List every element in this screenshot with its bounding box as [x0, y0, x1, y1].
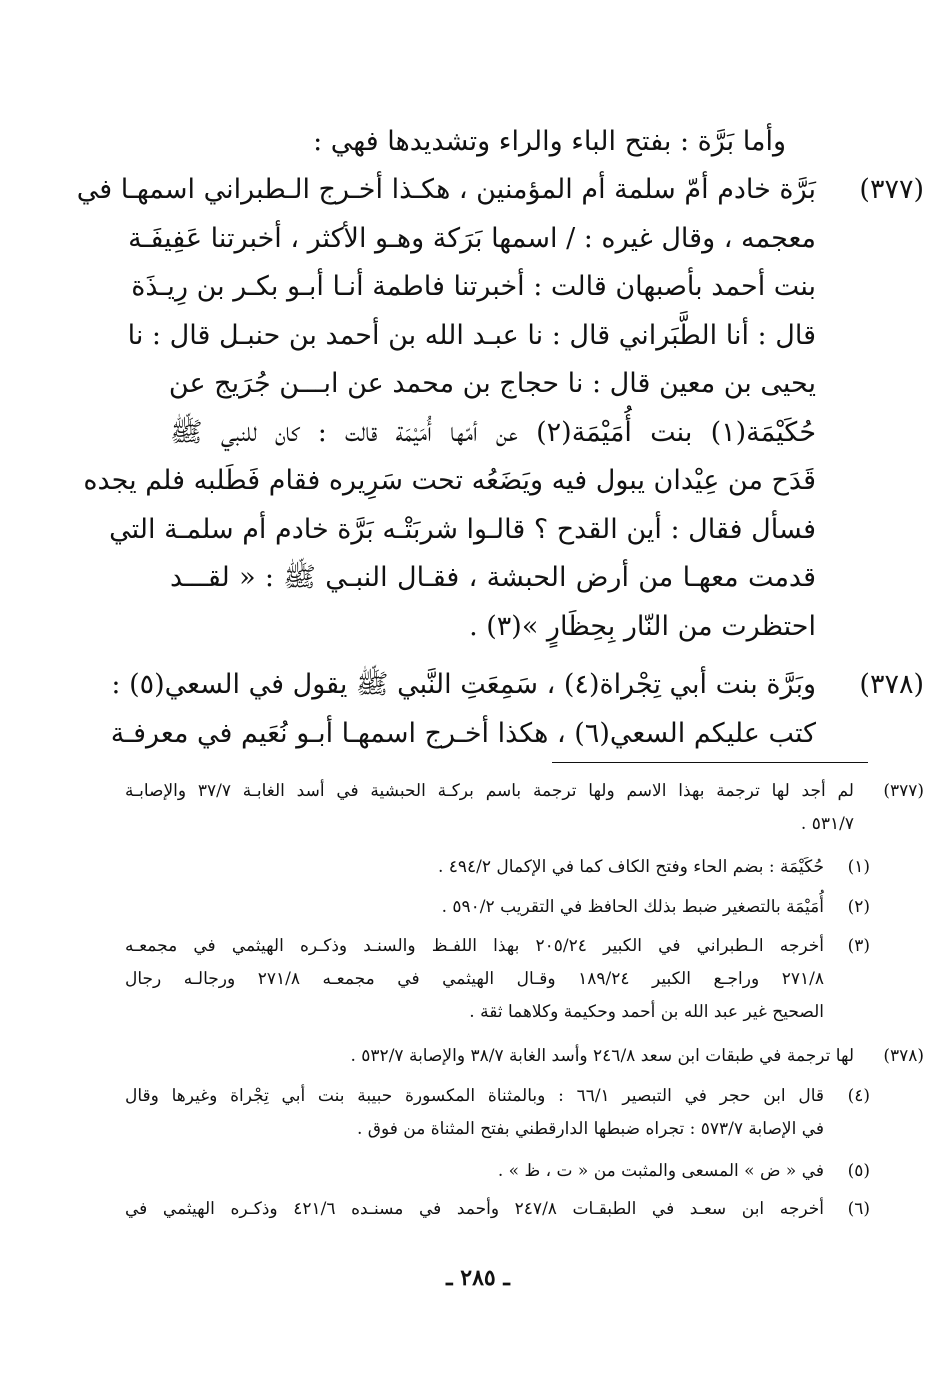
- footnote-line: في « ض » المسعى والمثبت من « ت ، ظ » .: [497, 1161, 824, 1181]
- footnote-378: [125, 1040, 924, 1073]
- footnote-line: أخرجه الـطبراني في الكبير ٢٠٥/٢٤ بهذا اللفـظ والسنـد وذكـره الهيثمي في مجمعـه: [125, 936, 824, 956]
- footnote-separator: [552, 762, 868, 763]
- footnote-number: (٥): [847, 1161, 870, 1181]
- footnote-line: قال ابن حجر في التبصير ٦٦/١ : وبالمثناة المكسورة حبيبة بنت أبي تِجْراة وغيرها وقال: [125, 1086, 825, 1106]
- entry-line: معجمه ، وقال غيره : / اسمها بَرَكة وهـو الأكثر ، أخبرتنا عَفِيفَـة: [128, 222, 816, 254]
- entry-line: قدمت معهـا من أرض الحبشة ، فقـال النبـي ﷺ : « لقـــد: [170, 562, 816, 593]
- footnote-line: ٥٣١/٧ .: [800, 814, 854, 834]
- footnote-number: (٣٧٧): [883, 781, 924, 801]
- entry-line: قال : أنا الطَّبَراني قال : نا عبـد الله بن أحمد بن حنبـل قال : نا: [127, 319, 816, 351]
- footnote-line: لم أجد لها ترجمة بهذا الاسم ولها ترجمة باسم بركـة الحبشية في أسد الغابـة ٣٧/٧ والإصابـة: [125, 781, 854, 801]
- footnote-2: [125, 891, 870, 924]
- footnote-number: (٣): [847, 936, 870, 956]
- entry-line: بنت أحمد بأصبهان قالت : أخبرتنا فاطمة أنـا أبـو بكـر بن رِيـذَة: [131, 271, 816, 302]
- footnote-number: (٤): [847, 1086, 870, 1106]
- footnote-line: الصحيح غير عبد الله بن أحمد وحكيمة وكلاهما ثقة .: [469, 1002, 824, 1022]
- entry-line: احتظرت من النّار بِحِظَارٍ »(٣) .: [469, 610, 816, 642]
- footnote-number: (٢): [847, 897, 870, 917]
- intro-line: وأما بَرَّة : بفتح الباء والراء وتشديدها فهي :: [313, 126, 786, 157]
- footnote-line: أُمَيْمَة بالتصغير ضبط بذلك الحافظ في التقريب ٥٩٠/٢ .: [441, 897, 824, 917]
- footnote-5: [125, 1155, 870, 1188]
- entry-line: بَرَّة خادم أمّ سلمة أم المؤمنين ، هكـذا أخـرج الـطبراني اسمهـا في: [76, 174, 816, 205]
- footnote-number: (١): [847, 857, 870, 877]
- entry-line: حُكَيْمَة(١) بنت أُمَيْمَة(٢) عن أمّها أُمَيْمَة قالت : كان للنبي ﷺ: [170, 416, 817, 448]
- entry-line: قَدَح من عِيْدان يبول فيه ويَضَعُه تحت سَرِيره فقام فَطَلبه فلم يجده: [83, 465, 816, 496]
- footnote-line: في الإصابة ٥٧٣/٧ : تجراه ضبطها الدارقطني بفتح المثناة من فوق .: [356, 1119, 824, 1139]
- footnote-377: [125, 775, 924, 841]
- entry-line: يحيى بن معين قال : نا حجاج بن محمد عن ابـــن جُرَيج عن: [168, 368, 816, 399]
- entry-number: (٣٧٧): [859, 174, 924, 205]
- footnote-1: [125, 851, 870, 884]
- entry-377: [76, 166, 924, 651]
- footnote-number: (٣٧٨): [883, 1046, 924, 1066]
- entry-378: [110, 661, 924, 758]
- page-number: ـ ٢٨٥ ـ: [446, 1265, 510, 1291]
- footnote-number: (٦): [847, 1199, 870, 1219]
- footnote-line: لها ترجمة في طبقات ابن سعد ٢٤٦/٨ وأسد الغابة ٣٨/٧ والإصابة ٥٣٢/٧ .: [350, 1046, 854, 1066]
- footnote-line: حُكَيْمَة : بضم الحاء وفتح الكاف كما في الإكمال ٤٩٤/٢ .: [437, 857, 824, 877]
- footnote-line: ٢٧١/٨ وراجـع الكبير ١٨٩/٢٤ وقـال الهيثمي في مجمعـه ٢٧١/٨ ورجالـه رجال: [125, 969, 824, 989]
- entry-line: كتب عليكم السعي(٦) ، هكذا أخـرج اسمهـا أبـو نُعَيم في معرفـة: [110, 717, 816, 749]
- footnote-4: [125, 1080, 870, 1146]
- footnote-3: [125, 930, 870, 1029]
- entry-number: (٣٧٨): [859, 669, 924, 700]
- footnote-6: [125, 1193, 870, 1226]
- footnote-line: أخرجه ابن سعـد في الطبقـات ٢٤٧/٨ وأحمد في مسنـده ٤٢١/٦ وذكـره الهيثمي في: [125, 1199, 824, 1219]
- entry-line: فسأل فقال : أين القدح ؟ قالـوا شربَتْـه بَرَّة خادم أم سلمـة التي: [109, 513, 816, 545]
- entry-line: وبَرَّة بنت أبي تِجْراة(٤) ، سَمِعَتِ النَّبي ﷺ يقول في السعي(٥) :: [111, 669, 816, 700]
